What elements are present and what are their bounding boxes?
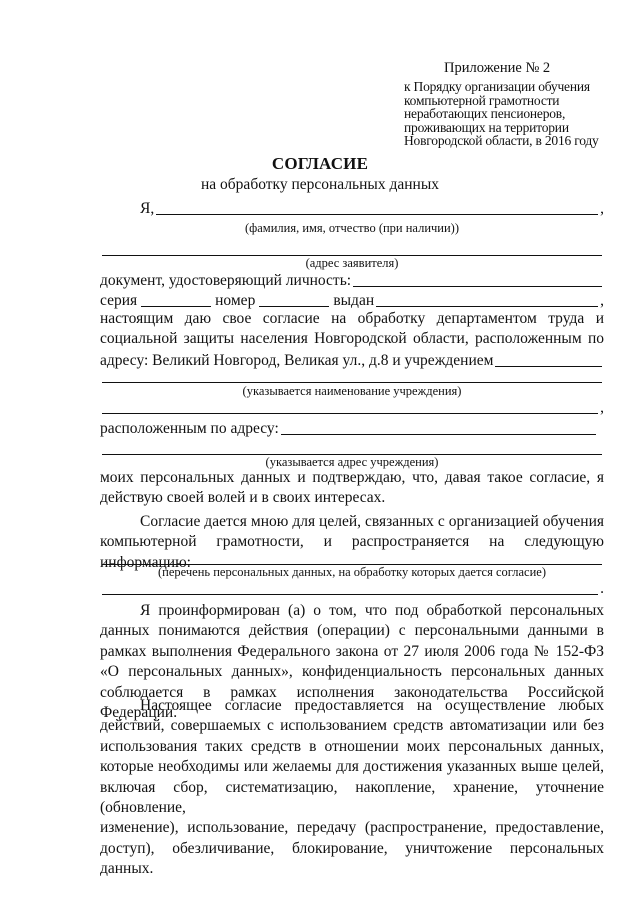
fio-caption: (фамилия, имя, отчество (при наличии)) <box>244 221 459 235</box>
appendix-block <box>404 60 634 148</box>
paragraph-line: Настоящее согласие предоставляется на осуществление любых <box>140 697 604 714</box>
institution-line-2-row <box>102 397 604 417</box>
paragraph-line: Я проинформирован (а) о том, что под обработкой персональных <box>140 602 604 619</box>
personal-data-end-dot: . <box>600 580 604 597</box>
paragraph-line: использования таких средств в отношении моих персональных данных, <box>100 737 604 755</box>
institution-caption: (указывается наименование учреждения) <box>242 384 462 398</box>
appendix-title: Приложение № 2 <box>444 60 551 76</box>
i-label: Я, <box>140 200 155 217</box>
paragraph-line: доступ), обезличивание, блокирование, уничтожение персональных данных. <box>100 839 604 878</box>
institution-address-caption: (указывается адрес учреждения) <box>265 455 439 469</box>
personal-data-list-input-line-2[interactable] <box>102 580 598 595</box>
scope-paragraph <box>100 696 604 880</box>
paragraph-line: включая сбор, систематизацию, накопление, хранение, уточнение (обновление, <box>100 778 604 817</box>
paragraph-line: «О персональных данных», конфиденциальность персональных данных <box>100 663 604 681</box>
fio-row <box>140 198 604 218</box>
personal-data-list-caption: (перечень персональных данных, на обработку которых дается согласие) <box>157 565 547 579</box>
paragraph-line: социальной защиты населения Новгородской области, расположенным по <box>100 330 604 348</box>
issued-comma: , <box>600 292 604 309</box>
document-subtitle: на обработку персональных данных <box>201 176 439 193</box>
institution-comma: , <box>600 399 604 416</box>
appendix-line: Новгородской области, в 2016 году <box>404 133 599 149</box>
institution-input-line-start[interactable] <box>495 352 602 367</box>
number-input-line[interactable] <box>259 292 329 307</box>
document-input-line[interactable] <box>353 272 602 287</box>
paragraph-line: данных понимаются действия (операции) с персональными данными в <box>100 622 604 640</box>
document-label: документ, удостоверяющий личность: <box>100 272 352 289</box>
document-row <box>100 270 604 290</box>
consent-last-row <box>100 350 604 370</box>
paragraph-line: которые необходимы или желаемы для достижения указанных выше целей, <box>100 758 604 776</box>
number-label: номер <box>215 292 256 309</box>
personal-data-line-2-row <box>102 578 604 598</box>
passport-row <box>100 290 604 310</box>
paragraph-line: моих персональных данных и подтверждаю, что, давая такое согласие, я <box>100 469 604 486</box>
issued-input-line[interactable] <box>376 292 598 307</box>
appendix-line: компьютерной грамотности <box>404 92 560 108</box>
series-label: серия <box>100 292 138 309</box>
consent-paragraph <box>100 309 604 350</box>
appendix-line: к Порядку организации обучения <box>404 79 590 94</box>
appendix-line: проживающих на территории <box>404 119 569 135</box>
document-title: СОГЛАСИЕ <box>271 154 369 173</box>
fio-input-line[interactable] <box>156 200 598 215</box>
paragraph-line: соблюдается в рамках исполнения законодательства Российской Федерации. <box>100 683 604 722</box>
paragraph-line: Согласие дается мною для целей, связанных с организацией обучения <box>140 513 604 530</box>
paragraph-line: рамках выполнения Федерального закона от 27 июля 2006 года № 152-ФЗ <box>100 642 604 660</box>
paragraph-line: действую своей волей и в своих интересах. <box>100 489 386 507</box>
confirm-paragraph <box>100 468 604 509</box>
series-input-line[interactable] <box>141 292 211 307</box>
consent-last-line: адресу: Великий Новгород, Великая ул., д.8 и учреждением <box>100 352 494 369</box>
institution-address-input-line[interactable] <box>281 420 596 435</box>
paragraph-line: компьютерной грамотности, и распространяется на следующую информацию: <box>100 533 604 571</box>
address-caption: (адрес заявителя) <box>305 256 399 270</box>
located-row <box>100 418 598 438</box>
institution-input-line-2[interactable] <box>102 399 598 414</box>
paragraph-line: действий, совершаемых с использованием средств автоматизации или без <box>100 717 604 735</box>
paragraph-line: изменение), использование, передачу (распространение, предоставление, <box>100 819 604 837</box>
located-label: расположенным по адресу: <box>100 420 279 437</box>
appendix-line: неработающих пенсионеров, <box>404 106 566 122</box>
fio-comma: , <box>600 200 604 217</box>
institution-input-line[interactable] <box>102 381 602 383</box>
issued-label: выдан <box>333 292 375 309</box>
paragraph-line: настоящим даю свое согласие на обработку департаментом труда и <box>100 310 604 327</box>
